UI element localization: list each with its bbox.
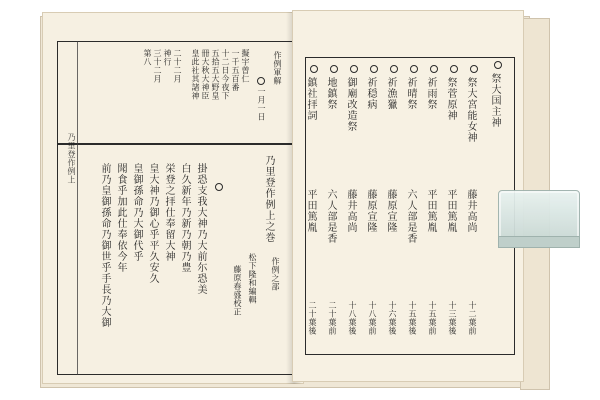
right-col-2-head: 祭菅原神 [445,77,456,121]
left-main-col-5: 皇御孫命乃大御代乎 [131,163,142,262]
left-editor-2: 藤原春盛校正 [233,265,242,316]
left-upper-line-7: 二十二月 [173,49,182,83]
right-col-4-name: 六人部是香 [405,189,416,244]
left-section-mark: 一月一日 [257,87,266,121]
right-col-8-circle-icon [330,65,338,73]
right-col-8-name: 六人部是香 [325,189,336,244]
left-body-circle-icon [215,183,223,191]
left-upper-line-5: 冊大秋大神臣 [201,49,210,100]
left-main-col-3: 栄登之拝仕奉留大神 [163,163,174,262]
left-main-col-4: 皇大神乃御心乎平久安久 [147,163,158,284]
right-col-1-note: 十二葉前 [468,301,477,335]
left-main-title: 乃里登作例上之巻 [263,155,274,243]
left-main-subtitle: 作例之部 [271,257,280,291]
left-top-header: 作例軍解 [273,51,282,85]
right-col-1-head: 祭大宮能女神 [465,77,476,143]
left-main-col-7: 前乃皇御孫命乃御世乎手長乃大御 [99,163,110,328]
right-col-4-head: 祈晴祭 [405,77,416,110]
left-section-circle-icon [257,77,265,85]
right-col-2-circle-icon [450,65,458,73]
right-col-7-name: 藤井高尚 [345,189,356,233]
right-col-6-head: 祈穏病 [365,77,376,110]
right-col-1-circle-icon [470,65,478,73]
right-col-3-circle-icon [430,65,438,73]
right-col-3-note: 十五葉前 [428,301,437,335]
left-upper-line-9: 三十二月 [153,49,162,83]
right-col-6-circle-icon [370,65,378,73]
left-page [42,12,304,384]
left-upper-line-2: 一千五百番 [231,49,240,92]
right-top-circle-icon [494,61,502,69]
right-col-7-circle-icon [350,65,358,73]
right-col-4-note: 十五葉後 [408,301,417,335]
right-col-5-circle-icon [390,65,398,73]
right-col-7-note: 十八葉後 [348,301,357,335]
right-col-9-name: 平田篤胤 [305,189,316,233]
right-col-6-name: 藤原宣隆 [365,189,376,233]
left-upper-line-4: 五拾五大野皇 [211,49,220,100]
right-col-1-name: 藤井高尚 [465,189,476,233]
left-main-col-2: 白久新年乃新乃朝乃豊 [179,163,190,273]
right-col-6-note: 十八葉前 [368,301,377,335]
right-col-3-name: 平田篤胤 [425,189,436,233]
left-upper-line-6: 皇此社其諸神 [191,49,200,100]
right-col-8-note: 二十葉前 [328,301,337,335]
right-top-column: 祭大国主神 [489,73,500,128]
left-upper-line-8: 神行 [163,49,172,66]
left-upper-divider [57,143,295,145]
page-clip-tab-bottom[interactable] [498,236,580,248]
right-col-3-head: 祈雨祭 [425,77,436,110]
left-margin-label: 乃里登作例上 [67,133,76,184]
right-col-8-head: 地鎮祭 [325,77,336,110]
left-editor-1: 松下隆和編輯 [248,253,257,304]
left-main-col-6: 聞食乎加此仕奉依今年 [115,163,126,273]
left-upper-line-10: 第八 [143,49,152,66]
right-col-2-note: 十三葉後 [448,301,457,335]
right-col-7-head: 御廟改造祭 [345,77,356,132]
right-col-5-name: 藤原宣隆 [385,189,396,233]
left-upper-line-1: 擬宇曽仁 [241,49,250,83]
left-side-rule [77,41,78,375]
right-col-9-head: 鎮社拝詞 [305,77,316,121]
left-upper-line-3: 十二日今夜下 [221,49,230,100]
right-col-5-note: 十六葉後 [388,301,397,335]
right-col-9-note: 二十葉後 [308,301,317,335]
right-col-9-circle-icon [310,65,318,73]
right-col-4-circle-icon [410,65,418,73]
left-main-col-1: 掛恐支我大神乃大前尓恐美 [195,163,206,295]
right-col-5-head: 祈漁獵 [385,77,396,110]
right-page [292,10,524,382]
right-col-2-name: 平田篤胤 [445,189,456,233]
